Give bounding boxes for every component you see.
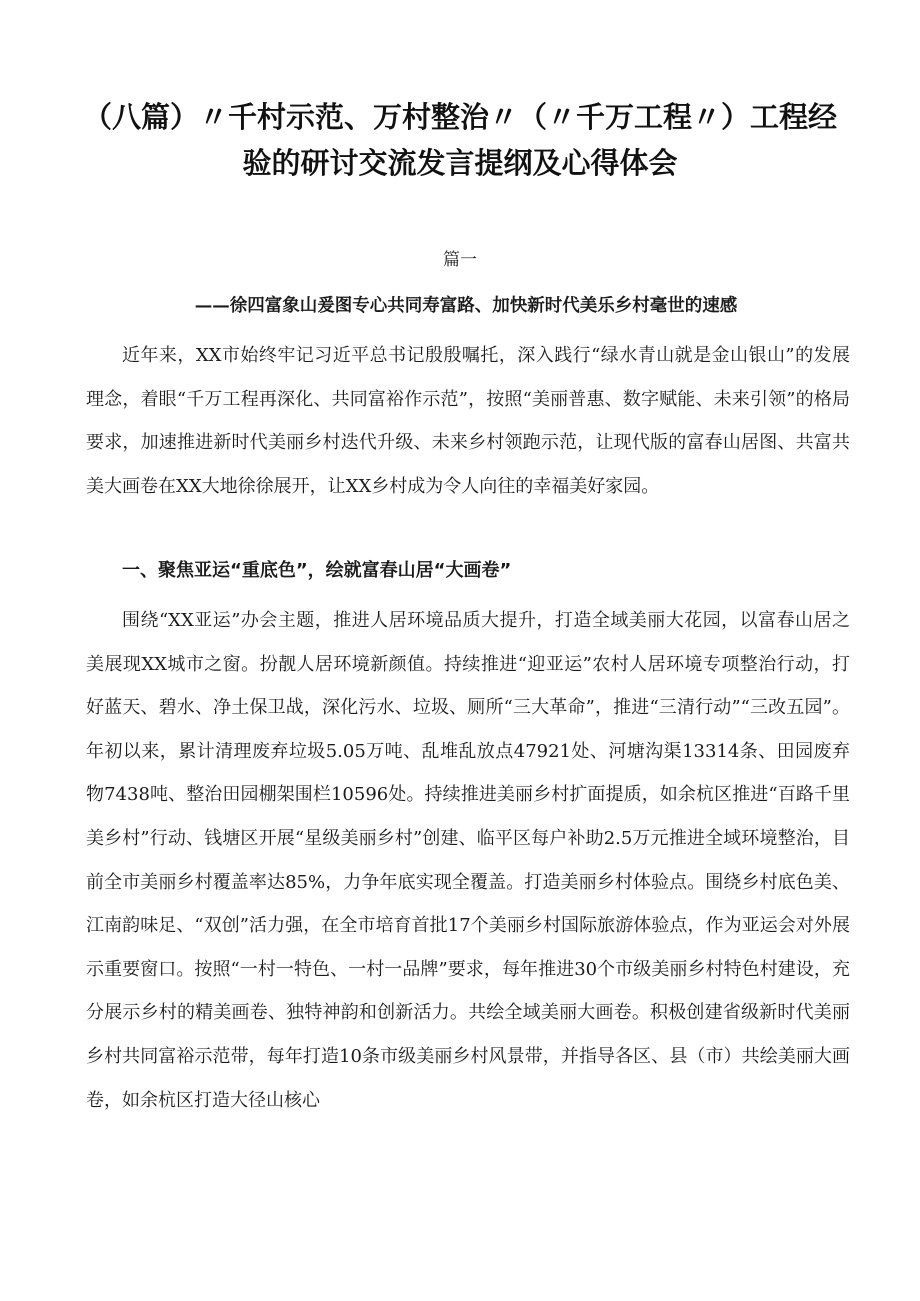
body-paragraph: 围绕“XX亚运”办会主题，推进人居环境品质大提升，打造全域美丽大花园，以富春山居之美展现XX城市之窗。扮靓人居环境新颜值。持续推进“迎亚运”农村人居环境专项整治行动，打好蓝天、碧水、净土保卫战，深化污水、垃圾、厕所“三大革命”，推进“三清行动”“三改五园”。年初以来，累计清理废弃垃圾5.05万吨、乱堆乱放点47921处、河塘沟渠13314条、田园废弃物7438吨、整治田园棚架围栏10596处。持续推进美丽乡村扩面提质，如余杭区推进“百路千里美乡村”行动、钱塘区开展“星级美丽乡村”创建、临平区每户补助2.5万元推进全域环境整治，目前全市美丽乡村覆盖率达85%，力争年底实现全覆盖。打造美丽乡村体验点。围绕乡村底色美、江南韵味足、“双创”活力强，在全市培育首批17个美丽乡村国际旅游体验点，作为亚运会对外展示重要窗口。按照“一村一特色、一村一品牌”要求，每年推进30个市级美丽乡村特色村建设，充分展示乡村的精美画卷、独特神韵和创新活力。共绘全域美丽大画卷。积极创建省级新时代美丽乡村共同富裕示范带，每年打造10条市级美丽乡村风景带，并指导各区、县（市）共绘美丽大画卷，如余杭区打造大径山核心 (86, 610, 850, 1111)
section-heading-1: 一、聚焦亚运“重底色”，绘就富春山居“大画卷” (122, 560, 512, 581)
document-title-line-2: 验的研讨交流发言提纲及心得体会 (242, 146, 678, 180)
section-subtitle: ——徐四富象山爰图专心共同寿富路、加快新时代美乐乡村毫世的速感 (194, 296, 738, 316)
document-title (60, 94, 860, 186)
document-title-line-1: （八篇）〃千村示范、万村整治〃（〃千万工程〃）工程经 (82, 100, 837, 134)
intro-paragraph: 近年来，XX市始终牢记习近平总书记殷殷嘱托，深入践行“绿水青山就是金山银山”的发展理念，着眼“千万工程再深化、共同富裕作示范”，按照“美丽普惠、数字赋能、未来引领”的格局要求，加速推进新时代美丽乡村迭代升级、未来乡村领跑示范，让现代版的富春山居图、共富共美大画卷在XX大地徐徐展开，让XX乡村成为令人向往的幸福美好家园。 (86, 345, 850, 497)
section-label: 篇一 (443, 250, 477, 270)
